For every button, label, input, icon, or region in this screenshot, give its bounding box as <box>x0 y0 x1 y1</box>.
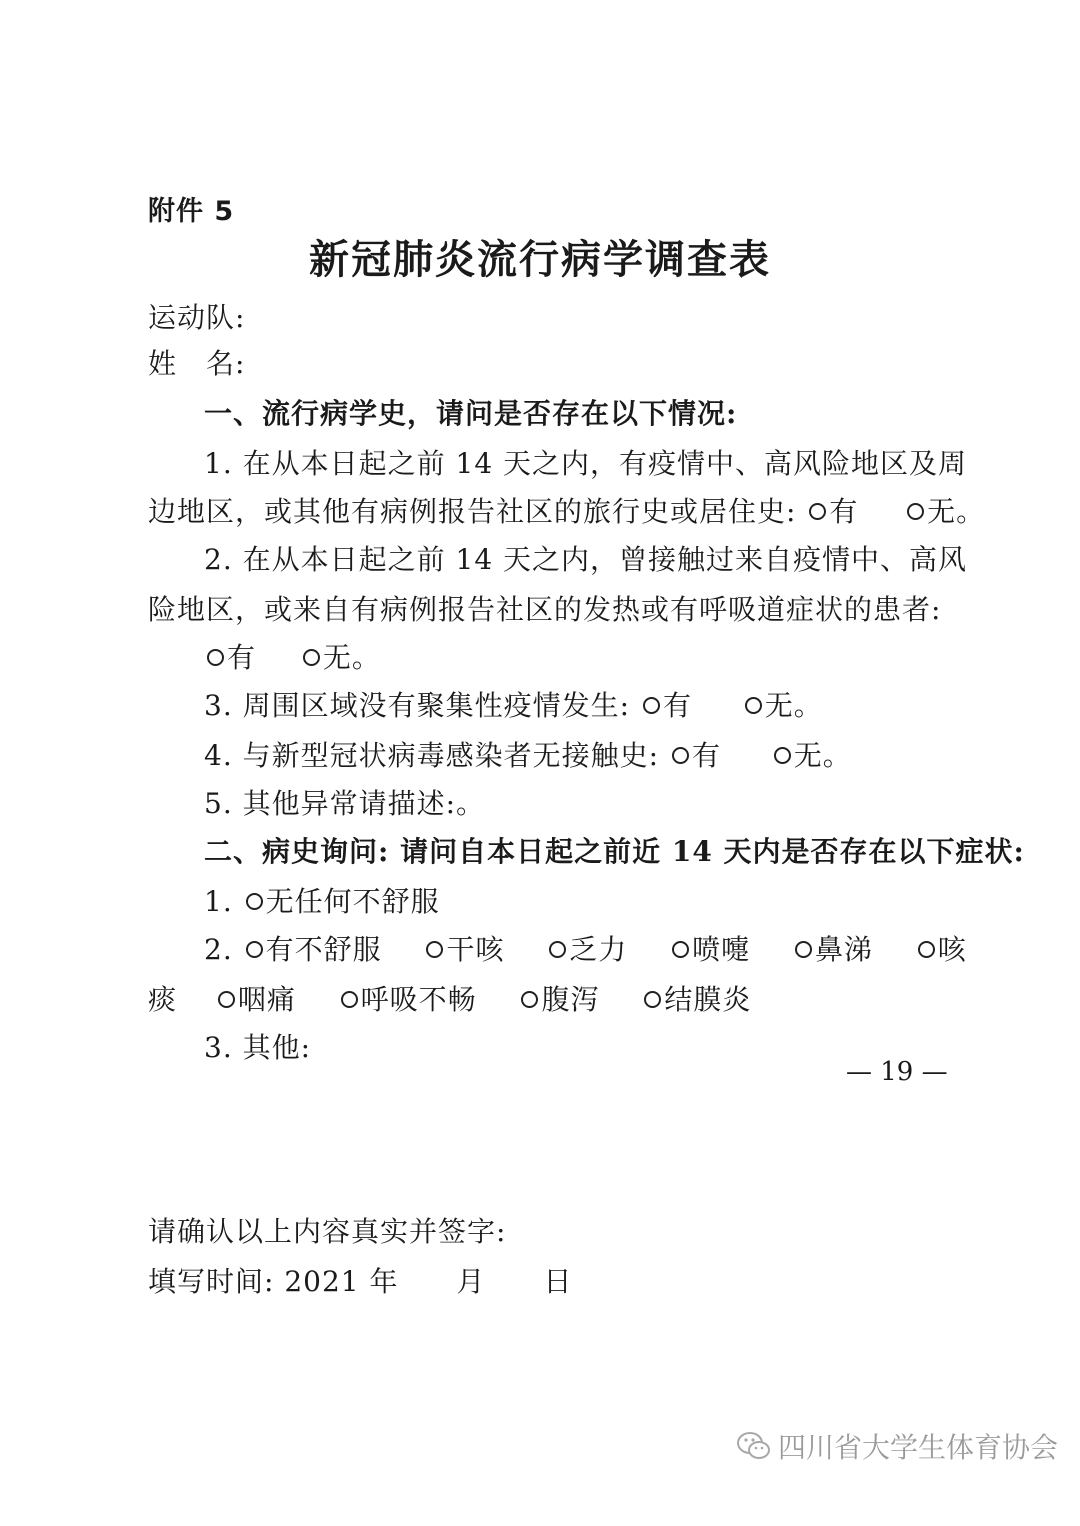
radio-circle-icon[interactable] <box>426 941 443 958</box>
symptom-option[interactable]: 鼻涕 <box>792 932 873 968</box>
symptom-option[interactable]: 结膜炎 <box>641 982 751 1018</box>
watermark <box>736 1426 1058 1466</box>
radio-circle-icon[interactable] <box>549 941 566 958</box>
question-1-line1: 1. 在从本日起之前 14 天之内，有疫情中、高风险地区及周 <box>204 447 968 480</box>
q3-yes-option[interactable]: 有 <box>640 688 692 724</box>
radio-circle-icon[interactable] <box>907 503 924 520</box>
section1-heading: 一、流行病学史，请问是否存在以下情况: <box>204 397 738 430</box>
q4-yes-option[interactable]: 有 <box>669 738 721 774</box>
symptom-item-2-line2: 痰 咽痛 呼吸不畅 腹泻 结膜炎 <box>148 983 752 1016</box>
radio-circle-icon[interactable] <box>745 697 762 714</box>
radio-circle-icon[interactable] <box>672 941 689 958</box>
radio-circle-icon[interactable] <box>795 941 812 958</box>
q1-yes-option[interactable]: 有 <box>806 494 858 530</box>
symptom-option[interactable]: 咽痛 <box>215 982 296 1018</box>
radio-circle-icon[interactable] <box>341 991 358 1008</box>
q2-yes-option[interactable]: 有 <box>204 640 256 676</box>
radio-circle-icon[interactable] <box>218 991 235 1008</box>
symptom-option[interactable]: 喷嚏 <box>669 932 750 968</box>
radio-circle-icon[interactable] <box>643 697 660 714</box>
question-2-line1: 2. 在从本日起之前 14 天之内，曾接触过来自疫情中、高风 <box>204 543 968 576</box>
team-field-label: 运动队: <box>148 301 246 334</box>
question-1-text: 边地区，或其他有病例报告社区的旅行史或居住史: <box>148 495 797 528</box>
radio-circle-icon[interactable] <box>521 991 538 1008</box>
form-title: 新冠肺炎流行病学调查表 <box>309 236 771 283</box>
attachment-label: 附件 5 <box>148 196 235 227</box>
no-discomfort-option[interactable]: 无任何不舒服 <box>243 884 440 920</box>
watermark-text: 四川省大学生体育协会 <box>778 1431 1059 1464</box>
wechat-icon <box>736 1431 772 1461</box>
radio-circle-icon[interactable] <box>672 747 689 764</box>
radio-circle-icon[interactable] <box>246 941 263 958</box>
radio-circle-icon[interactable] <box>809 503 826 520</box>
radio-circle-icon[interactable] <box>774 747 791 764</box>
symptom-option[interactable]: 腹泻 <box>518 982 599 1018</box>
question-5: 5. 其他异常请描述:。 <box>204 787 486 820</box>
radio-circle-icon[interactable] <box>918 941 935 958</box>
symptom-option[interactable]: 有不舒服 <box>243 932 382 968</box>
question-2-options <box>204 640 385 676</box>
q3-no-option[interactable]: 无。 <box>742 688 823 724</box>
page-number: — 19 — <box>846 1057 948 1087</box>
symptom-option[interactable]: 呼吸不畅 <box>338 982 477 1018</box>
question-4: 4. 与新型冠状病毒感染者无接触史: 有 无。 <box>204 739 852 772</box>
name-field-label: 姓 名: <box>148 347 246 380</box>
confirm-signature-label: 请确认以上内容真实并签字: <box>148 1215 507 1248</box>
radio-circle-icon[interactable] <box>207 649 224 666</box>
radio-circle-icon[interactable] <box>246 893 263 910</box>
fill-time-label: 填写时间: 2021 年 月 日 <box>148 1265 573 1298</box>
radio-circle-icon[interactable] <box>644 991 661 1008</box>
q4-no-option[interactable]: 无。 <box>771 738 852 774</box>
radio-circle-icon[interactable] <box>303 649 320 666</box>
question-3: 3. 周围区域没有聚集性疫情发生: 有 无。 <box>204 689 823 722</box>
symptom-item-1: 1. 无任何不舒服 <box>204 885 440 918</box>
symptom-option[interactable]: 干咳 <box>423 932 504 968</box>
section2-heading: 二、病史询问: 请问自本日起之前近 14 天内是否存在以下症状: <box>204 835 1025 868</box>
symptom-item-2-line1: 2. 有不舒服 干咳 乏力 喷嚏 鼻涕 咳 <box>204 933 967 966</box>
q1-no-option[interactable]: 无。 <box>904 494 985 530</box>
symptom-option[interactable]: 咳 <box>915 932 967 968</box>
question-1-line2 <box>148 494 989 530</box>
symptom-option[interactable]: 乏力 <box>546 932 627 968</box>
symptom-item-3: 3. 其他: <box>204 1031 312 1064</box>
q2-no-option[interactable]: 无。 <box>300 640 381 676</box>
question-2-line2: 险地区，或来自有病例报告社区的发热或有呼吸道症状的患者: <box>148 593 942 626</box>
